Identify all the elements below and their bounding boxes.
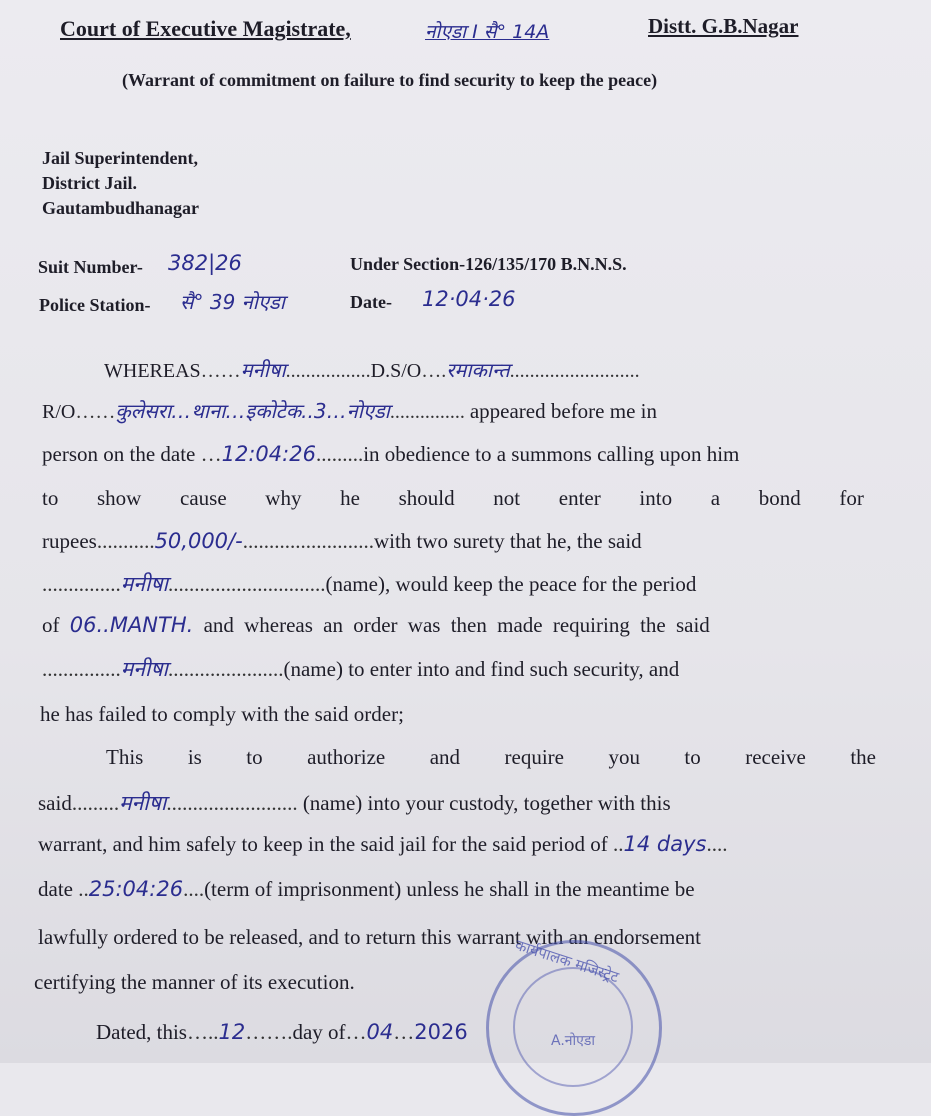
word: he	[340, 486, 360, 510]
father-name: रमाकान्त	[446, 358, 510, 382]
word: cause	[180, 486, 227, 510]
lawfully-line: lawfully ordered to be released, and to return this warrant with an endorsement	[38, 925, 702, 949]
day-value: 12	[218, 1020, 246, 1044]
word: into	[639, 486, 673, 510]
court-title: Court of Executive Magistrate,	[60, 16, 351, 41]
police-station-value: सै° 39 नोएडा	[180, 290, 285, 314]
word: This	[106, 745, 144, 769]
addressee-line-2: District Jail.	[42, 173, 137, 193]
rupees-line: rupees...........50,000/-.........................with two surety that he, the said	[42, 529, 642, 553]
accused-name: मनीषा	[240, 358, 286, 382]
period-value: 06..MANTH.	[69, 613, 194, 637]
term-text: (term of imprisonment) unless he shall in the meantime be	[204, 877, 695, 901]
rupees-label: rupees	[42, 529, 97, 553]
district-label: Distt. G.B.Nagar	[648, 14, 799, 38]
police-station-label: Police Station-	[39, 295, 151, 315]
word: to	[684, 745, 701, 769]
word: to	[246, 745, 263, 769]
dated-text: Dated, this	[96, 1020, 187, 1044]
period-line	[42, 613, 710, 638]
date-value: 12·04·26	[422, 287, 516, 311]
days-value: 14 days	[623, 832, 707, 856]
term-line: date ..25:04:26....(term of imprisonment) unless he shall in the meantime be	[38, 877, 695, 901]
authorize-line	[106, 745, 876, 770]
failed-line: he has failed to comply with the said order;	[40, 702, 404, 726]
suit-number-value: 382|26	[168, 251, 242, 275]
accused-name-2: मनीषा	[120, 572, 168, 596]
accused-name-3: मनीषा	[120, 657, 168, 681]
dso-label: D.S/O	[370, 360, 422, 382]
court-handwritten-location: नोएडा I सै° 14A	[425, 21, 550, 43]
said-word: said	[38, 791, 72, 815]
addressee-line-1: Jail Superintendent,	[42, 148, 199, 168]
word: for	[839, 486, 864, 510]
day-of-text: day of	[292, 1020, 346, 1044]
word: receive	[745, 745, 806, 769]
bond-amount: 50,000/-	[154, 529, 243, 553]
warrant-period-text: warrant, and him safely to keep in the said jail for the said period of	[38, 832, 608, 856]
word: show	[97, 486, 142, 510]
seal-inner-text: A.नोएडा	[551, 1033, 596, 1049]
find-security-line: ...............मनीषा......................(name) to enter into and find such security, and	[42, 657, 680, 681]
word: should	[398, 486, 455, 510]
addressee-line-3: Gautambudhanagar	[42, 198, 200, 218]
word: require	[504, 745, 564, 769]
hearing-date-line: person on the date …12:04:26.........in obedience to a summons calling upon him	[42, 442, 740, 466]
term-date: 25:04:26	[88, 877, 184, 901]
accused-name-4: मनीषा	[119, 791, 167, 815]
appeared-text: appeared before me in	[469, 399, 657, 423]
certifying-line: certifying the manner of its execution.	[34, 970, 355, 994]
word: is	[187, 745, 202, 769]
document-subtitle: (Warrant of commitment on failure to find security to keep the peace)	[122, 70, 658, 90]
of-word: of	[42, 613, 60, 637]
order-text: and whereas an order was then made requiring the said	[203, 613, 710, 637]
month-value: 04	[366, 1020, 394, 1044]
seal-top-text: कार्यपालक मजिस्ट्रेट	[512, 935, 622, 987]
show-cause-line	[42, 486, 864, 511]
custody-line: said.........मनीषा......................... (name) into your custody, together with this	[38, 791, 671, 815]
residence-address: कुलेसरा…थाना…इकोटेक..3…नोएडा	[115, 399, 390, 423]
surety-text: with two surety that he, the said	[373, 529, 642, 553]
find-security-text: (name) to enter into and find such security, and	[283, 657, 680, 681]
whereas-line: WHEREAS……मनीषा.................D.S/O….रमाकान्त..........................	[104, 358, 640, 382]
keep-peace-text: (name), would keep the peace for the period	[325, 572, 697, 596]
year-value: 2026	[414, 1020, 468, 1044]
magistrate-seal	[486, 935, 662, 1116]
word: the	[850, 745, 876, 769]
hearing-date: 12:04:26	[221, 442, 316, 466]
residence-line: R/O……कुलेसरा…थाना…इकोटेक..3…नोएडा............... appeared before me in	[42, 399, 657, 423]
section-label: Under Section-126/135/170 B.N.N.S.	[350, 254, 627, 274]
word: why	[265, 486, 302, 510]
word: authorize	[307, 745, 386, 769]
word: a	[710, 486, 721, 510]
word: enter	[558, 486, 601, 510]
word: to	[42, 486, 59, 510]
date-word: date	[38, 877, 73, 901]
whereas-word: WHEREAS	[104, 360, 201, 382]
person-on-date-text: person on the date	[42, 442, 196, 466]
dated-line: Dated, this…..12…….day of…04…2026	[96, 1020, 468, 1044]
suit-number-label: Suit Number-	[38, 257, 143, 277]
word: not	[493, 486, 521, 510]
word: you	[608, 745, 640, 769]
word: bond	[758, 486, 801, 510]
custody-text: (name) into your custody, together with this	[302, 791, 671, 815]
warrant-period-line: warrant, and him safely to keep in the said jail for the said period of ..14 days....	[38, 832, 728, 856]
word: and	[429, 745, 461, 769]
keep-peace-line: ...............मनीषा..............................(name), would keep the peace for the period	[42, 572, 697, 596]
obedience-text: in obedience to a summons calling upon him	[363, 442, 740, 466]
date-label: Date-	[350, 292, 392, 312]
ro-label: R/O	[42, 401, 76, 423]
